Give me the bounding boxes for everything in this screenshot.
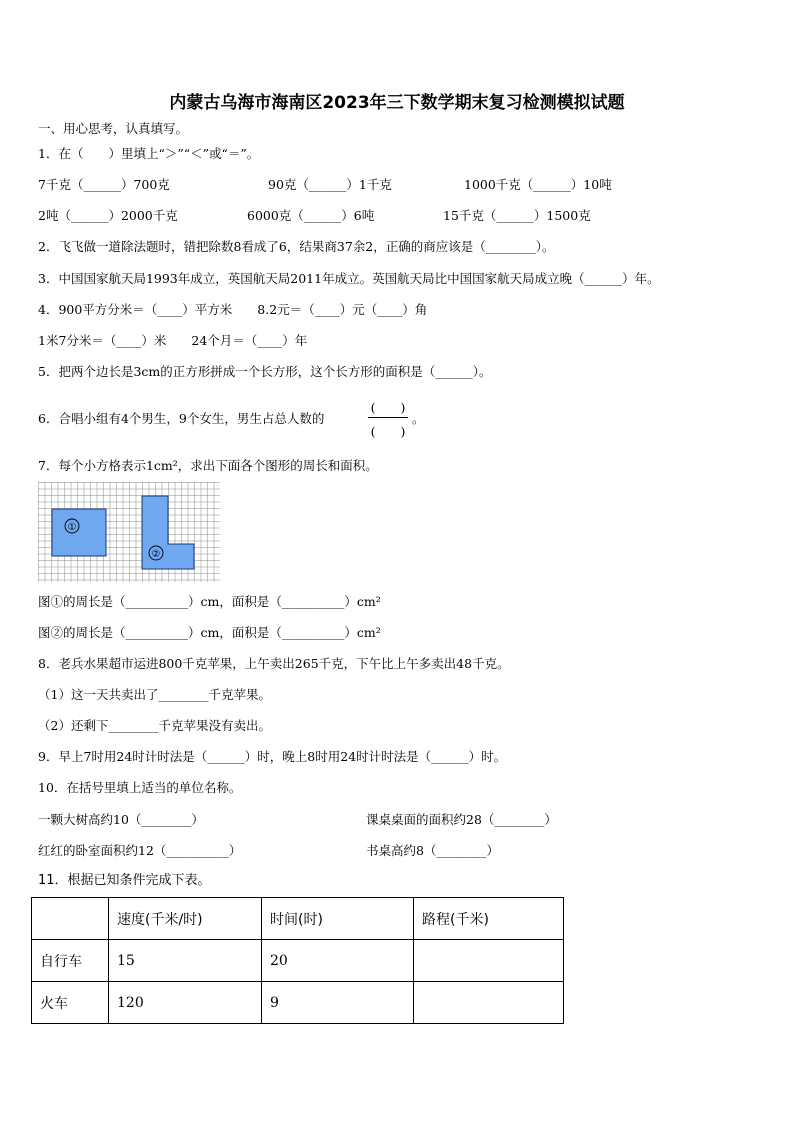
grid-figure bbox=[38, 482, 220, 582]
question-7-stem: 7．每个小方格表示1cm²，求出下面各个图形的周长和面积。 bbox=[38, 458, 378, 473]
question-4-line1: 4．900平方分米＝（____）平方米 8.2元＝（____）元（____）角 bbox=[38, 302, 428, 317]
q1-item: 1000千克（______）10吨 bbox=[464, 177, 612, 192]
table-cell: 20 bbox=[262, 940, 414, 982]
question-4-line2: 1米7分米＝（____）米 24个月＝（____）年 bbox=[38, 333, 308, 348]
question-6: 6．合唱小组有4个男生，9个女生，男生占总人数的 bbox=[38, 411, 325, 426]
figure-1-label: ① bbox=[67, 522, 77, 533]
figure-2-shape bbox=[142, 496, 194, 569]
q1-item: 90克（______）1千克 bbox=[268, 177, 392, 192]
question-9: 9．早上7时用24时计时法是（______）时，晚上8时用24时计时法是（______）时。 bbox=[38, 749, 507, 764]
question-10-stem: 10．在括号里填上适当的单位名称。 bbox=[38, 780, 242, 795]
question-5: 5．把两个边长是3cm的正方形拼成一个长方形，这个长方形的面积是（______）。 bbox=[38, 364, 492, 379]
question-8-part-2: （2）还剩下________千克苹果没有卖出。 bbox=[38, 718, 271, 733]
table-header-cell: 路程(千米) bbox=[414, 898, 564, 940]
table-header-row bbox=[32, 898, 564, 940]
table-header-cell: 时间(时) bbox=[262, 898, 414, 940]
fraction-numerator: ( ) bbox=[370, 400, 406, 415]
table-cell-blank[interactable] bbox=[414, 982, 564, 1024]
q10-item: 一颗大树高约10（________） bbox=[38, 812, 204, 827]
q10-item: 课桌桌面的面积约28（________） bbox=[366, 812, 557, 827]
q10-item: 书桌高约8（________） bbox=[366, 843, 499, 858]
question-8-stem: 8．老兵水果超市运进800千克苹果，上午卖出265千克，下午比上午多卖出48千克。 bbox=[38, 656, 510, 671]
fraction-blank bbox=[366, 396, 410, 442]
q10-item: 红红的卧室面积约12（__________） bbox=[38, 843, 242, 858]
question-8-part-1: （1）这一天共卖出了________千克苹果。 bbox=[38, 687, 271, 702]
q1-item: 15千克（______）1500克 bbox=[443, 208, 591, 223]
table-cell: 火车 bbox=[32, 982, 109, 1024]
figure-2-label: ② bbox=[151, 549, 161, 560]
q1-item: 7千克（______）700克 bbox=[38, 177, 170, 192]
question-6-end: 。 bbox=[412, 411, 425, 426]
fraction-denominator: ( ) bbox=[370, 424, 406, 439]
question-7-answer-2: 图②的周长是（__________）cm，面积是（__________）cm² bbox=[38, 625, 381, 640]
table-cell: 15 bbox=[109, 940, 262, 982]
question-7-answer-1: 图①的周长是（__________）cm，面积是（__________）cm² bbox=[38, 594, 381, 609]
page-title: 内蒙古乌海市海南区2023年三下数学期末复习检测模拟试题 bbox=[169, 93, 625, 113]
table-cell: 120 bbox=[109, 982, 262, 1024]
fraction-bar bbox=[368, 417, 408, 418]
question-2: 2．飞飞做一道除法题时，错把除数8看成了6，结果商37余2，正确的商应该是（________）。 bbox=[38, 239, 555, 254]
table-row bbox=[32, 940, 564, 982]
section-heading: 一、用心思考，认真填写。 bbox=[38, 121, 189, 136]
table-cell: 9 bbox=[262, 982, 414, 1024]
table-row bbox=[32, 982, 564, 1024]
question-3: 3．中国国家航天局1993年成立，英国航天局2011年成立。英国航天局比中国国家航天局成立晚（______）年。 bbox=[38, 271, 660, 286]
speed-table bbox=[31, 897, 564, 1024]
q1-item: 2吨（______）2000千克 bbox=[38, 208, 178, 223]
table-cell: 自行车 bbox=[32, 940, 109, 982]
table-header-cell bbox=[32, 898, 109, 940]
question-11-stem: 11．根据已知条件完成下表。 bbox=[38, 873, 211, 888]
figure-1-shape bbox=[52, 509, 106, 556]
table-cell-blank[interactable] bbox=[414, 940, 564, 982]
q1-item: 6000克（______）6吨 bbox=[247, 208, 375, 223]
question-1-stem: 1．在（ ）里填上“＞”“＜”或“＝”。 bbox=[38, 146, 260, 161]
table-header-cell: 速度(千米/时) bbox=[109, 898, 262, 940]
